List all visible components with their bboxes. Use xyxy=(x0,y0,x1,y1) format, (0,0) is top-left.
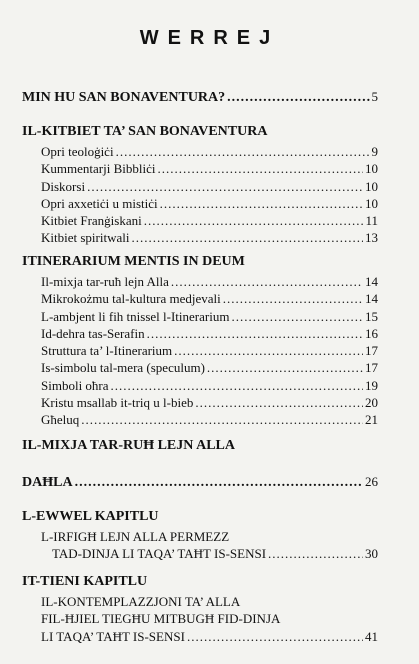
dot-leader xyxy=(111,377,363,394)
toc-entry[interactable] xyxy=(22,628,378,645)
page-number: 26 xyxy=(365,474,378,489)
toc-entries xyxy=(22,593,378,645)
entry-text: LI TAQA’ TAĦT IS-SENSI xyxy=(41,628,185,644)
page-number: 13 xyxy=(365,230,378,246)
entry-text: Is-simbolu tal-mera (speculum) xyxy=(41,360,205,376)
entry-text: Kristu msallab it-triq u l-bieb xyxy=(41,395,194,411)
toc-entry[interactable] xyxy=(22,411,378,428)
toc-heading[interactable] xyxy=(22,437,378,455)
dot-leader xyxy=(187,628,363,645)
toc-heading[interactable] xyxy=(22,88,378,106)
entry-text: Id-dehra tas-Serafin xyxy=(41,325,145,341)
dot-leader xyxy=(268,545,363,562)
toc-section-2 xyxy=(22,123,378,247)
toc-entries xyxy=(22,143,378,247)
chapter-title-line: L-IRFIGĦ LEJN ALLA PERMEZZ xyxy=(41,529,230,544)
toc-section-6 xyxy=(22,508,378,563)
dot-leader xyxy=(131,229,363,246)
dot-leader xyxy=(147,325,363,342)
page-number: 30 xyxy=(365,546,378,562)
dot-leader xyxy=(157,160,363,177)
dot-leader xyxy=(160,195,363,212)
dot-leader xyxy=(144,212,364,229)
page-number: 14 xyxy=(365,291,378,307)
heading-text: IT-TIENI KAPITLU xyxy=(22,574,148,589)
entry-text: L-ambjent li fih tnissel l-Itinerarium xyxy=(41,308,230,324)
page-number: 17 xyxy=(365,360,378,376)
page-number: 10 xyxy=(365,195,378,211)
toc-entries xyxy=(22,273,378,429)
page-title: WERREJ xyxy=(139,27,280,49)
heading-text: DAĦLA xyxy=(22,475,73,490)
page-number: 20 xyxy=(365,395,378,411)
toc-entry[interactable] xyxy=(22,195,378,212)
dot-leader xyxy=(75,474,363,492)
heading-text: ITINERARIUM MENTIS IN DEUM xyxy=(22,254,245,269)
heading-text: IL-KITBIET TA’ SAN BONAVENTURA xyxy=(22,124,268,139)
dot-leader xyxy=(227,89,369,107)
toc-entry[interactable] xyxy=(22,394,378,411)
toc-entry[interactable] xyxy=(22,545,378,562)
toc-entry[interactable] xyxy=(22,290,378,307)
entry-text: Opri teoloġiċi xyxy=(41,144,114,159)
toc-entry[interactable] xyxy=(22,273,378,290)
entry-text: Simboli oħra xyxy=(41,377,109,393)
page-number: 15 xyxy=(365,308,378,324)
toc-heading xyxy=(22,508,378,526)
toc-entry[interactable] xyxy=(22,229,378,246)
heading-text: MIN HU SAN BONAVENTURA? xyxy=(22,90,226,105)
toc-section-5 xyxy=(22,473,378,491)
toc-entry[interactable] xyxy=(22,212,378,229)
entry-text: Kitbiet spiritwali xyxy=(41,230,130,246)
page-number: 17 xyxy=(365,343,378,359)
dot-leader xyxy=(116,143,370,160)
entry-text: Mikrokożmu tal-kultura medjevali xyxy=(41,291,221,307)
entry-text: Kummentarji Bibbliċi xyxy=(41,161,156,177)
toc-entry[interactable] xyxy=(22,359,378,376)
toc-section-7 xyxy=(22,573,378,645)
toc-section-4 xyxy=(22,437,378,455)
toc-entry[interactable] xyxy=(22,178,378,195)
heading-text: IL-MIXJA TAR-RUĦ LEJN ALLA xyxy=(22,438,236,453)
toc-heading xyxy=(22,573,378,591)
toc-heading xyxy=(22,123,378,141)
entry-text: Kitbiet Franġiskani xyxy=(41,213,142,229)
toc-section-1 xyxy=(22,88,378,106)
toc-entries xyxy=(22,528,378,563)
toc-section-3 xyxy=(22,253,378,429)
dot-leader xyxy=(195,394,363,411)
chapter-title-line: FIL-ĦJIEL TIEGĦU MITBUGĦ FID-DINJA xyxy=(41,611,281,627)
toc-entry[interactable] xyxy=(22,308,378,325)
dot-leader xyxy=(207,359,363,376)
toc-entry[interactable] xyxy=(22,377,378,394)
page-number: 9 xyxy=(371,144,378,159)
dot-leader xyxy=(231,308,363,325)
entry-text: Għeluq xyxy=(41,412,80,428)
toc-heading xyxy=(22,253,378,271)
page-number: 14 xyxy=(365,274,378,289)
entry-text: Il-mixja tar-ruħ lejn Alla xyxy=(41,274,169,289)
page-number: 41 xyxy=(365,628,378,644)
toc-heading[interactable] xyxy=(22,473,378,491)
toc-entry[interactable] xyxy=(22,325,378,342)
heading-text: L-EWWEL KAPITLU xyxy=(22,509,159,524)
page-number: 16 xyxy=(365,325,378,341)
page-number: 21 xyxy=(365,412,378,428)
page-number: 19 xyxy=(365,377,378,393)
entry-text: TAD-DINJA LI TAQA’ TAĦT IS-SENSI xyxy=(52,546,267,562)
dot-leader xyxy=(87,178,363,195)
page-number: 5 xyxy=(371,89,378,104)
toc-entry[interactable] xyxy=(22,342,378,359)
dot-leader xyxy=(223,290,363,307)
toc-entry[interactable] xyxy=(22,143,378,160)
chapter-title-line: IL-KONTEMPLAZZJONI TA’ ALLA xyxy=(41,594,241,609)
toc-entry[interactable] xyxy=(22,160,378,177)
entry-text: Struttura ta’ l-Itinerarium xyxy=(41,343,173,359)
dot-leader xyxy=(174,342,363,359)
entry-text: Diskorsi xyxy=(41,178,86,194)
page-number: 11 xyxy=(365,213,378,229)
page-number: 10 xyxy=(365,161,378,177)
dot-leader xyxy=(171,273,363,290)
dot-leader xyxy=(81,411,363,428)
entry-text: Opri axxetiċi u mistiċi xyxy=(41,195,158,211)
page-number: 10 xyxy=(365,178,378,194)
